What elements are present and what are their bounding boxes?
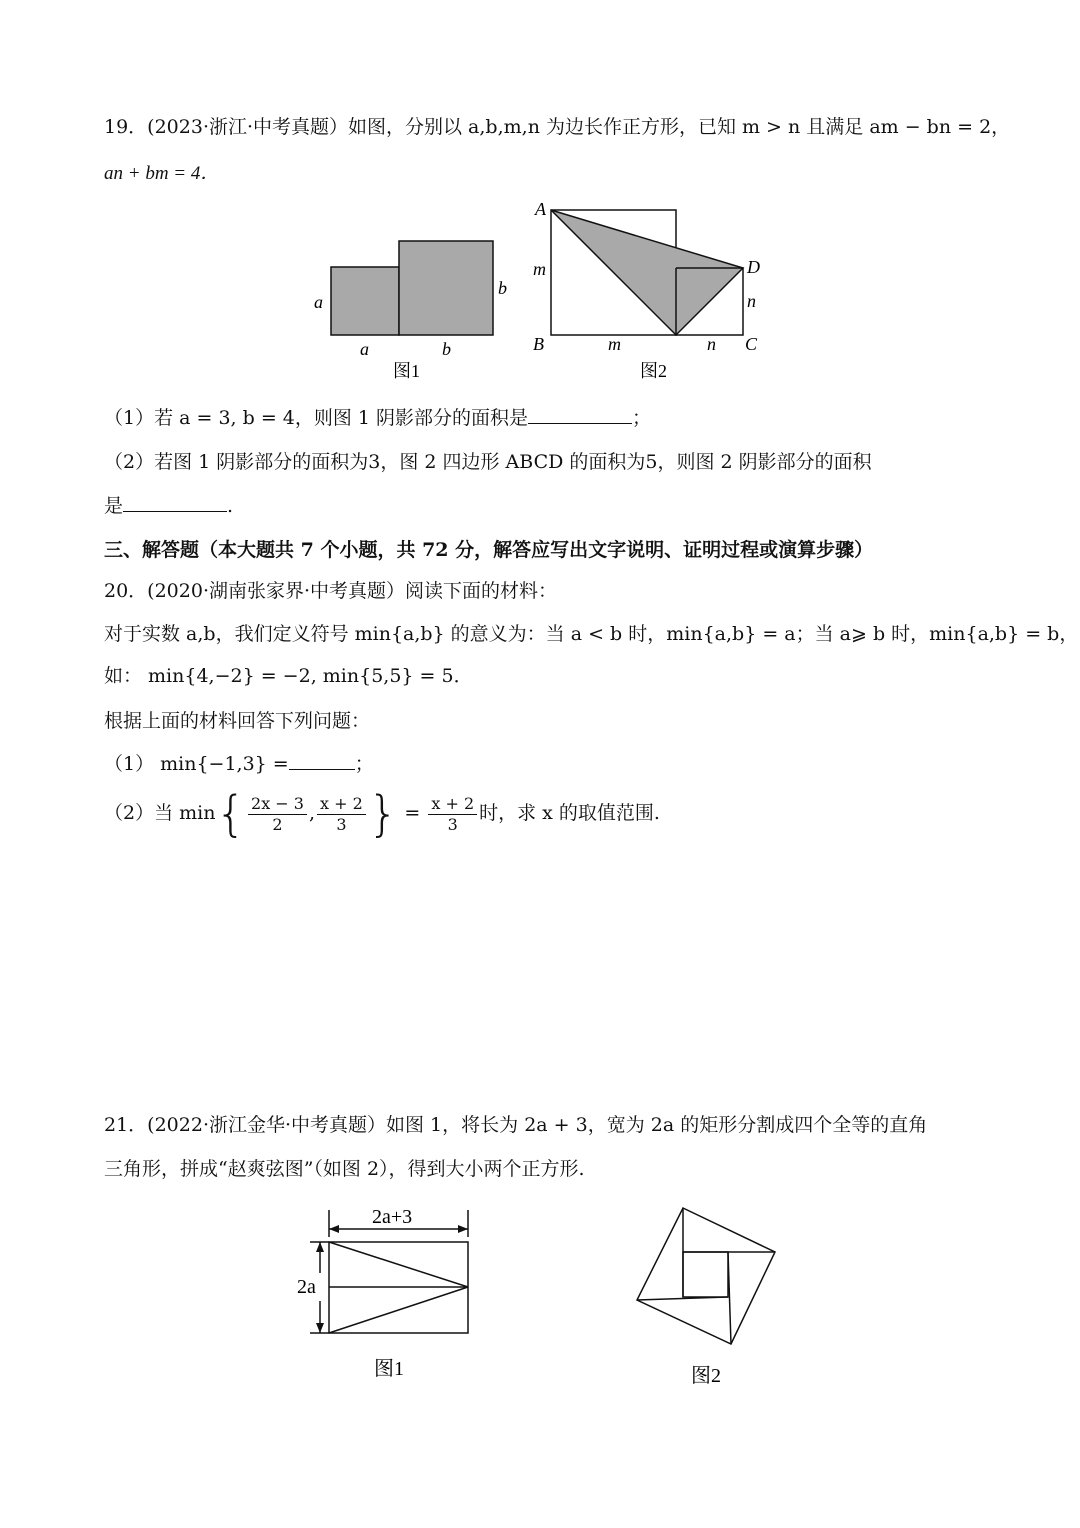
fig2-label-D: D <box>747 257 760 277</box>
fig2-label-m-bottom: m <box>608 334 621 354</box>
q19-part2b: 是 . <box>104 495 234 517</box>
q20-part2: （2）当 min{ $\frac{2x - 3}{2}$ , $\frac{x + 2}{3}$ } = $\frac{x + 2}{3}$ 时，求 x 的取值范围. <box>104 786 660 842</box>
q21-figure1 <box>292 1205 492 1395</box>
fig1-caption: 图1 <box>393 361 420 381</box>
q20-line1: 20．(2020·湖南张家界·中考真题）阅读下面的材料： <box>104 580 558 602</box>
answer-blank[interactable] <box>289 751 355 770</box>
outer-square <box>637 1208 775 1344</box>
answer-blank[interactable] <box>528 405 632 424</box>
answer-blank[interactable] <box>123 493 227 512</box>
fig2-label-B: B <box>533 334 544 354</box>
fig2-caption: 图2 <box>640 361 667 381</box>
fig2-label-A: A <box>535 199 546 219</box>
q20-line2: 对于实数 a,b，我们定义符号 min{a,b} 的意义为：当 a < b 时，min{a,b} = a；当 a⩾ b 时，min{a,b} = b， <box>104 623 1079 645</box>
q21-line2: 三角形，拼成“赵爽弦图”（如图 2），得到大小两个正方形. <box>104 1158 585 1180</box>
dim-top-label: 2a+3 <box>372 1206 413 1228</box>
dim-side-label: 2a <box>297 1276 316 1298</box>
square-b <box>399 241 493 335</box>
fig2-label-C: C <box>745 334 758 354</box>
fraction: $\frac{2x - 3}{2}$ <box>248 794 307 835</box>
q20-part1: （1） min{−1,3} = ； <box>104 753 374 775</box>
fraction: $\frac{x + 2}{3}$ <box>428 794 477 835</box>
q21-figure2 <box>625 1200 795 1400</box>
q20-line3: 如： min{4,−2} = −2, min{5,5} = 5． <box>104 665 473 687</box>
q20-line4: 根据上面的材料回答下列问题： <box>104 710 371 732</box>
fig2-label-n-bottom: n <box>707 334 716 354</box>
fig1-label-b-side: b <box>498 278 507 298</box>
shaded-region <box>551 210 743 335</box>
fig1-label-b-bottom: b <box>442 339 451 359</box>
q21-fig2-caption: 图2 <box>691 1365 721 1387</box>
section-header: 三、解答题（本大题共 7 个小题，共 72 分，解答应写出文字说明、证明过程或演算步骤） <box>104 539 874 561</box>
q21-fig1-caption: 图1 <box>374 1358 404 1380</box>
fig1-label-a-side: a <box>314 292 323 312</box>
q19-part2: （2）若图 1 阴影部分的面积为3，图 2 四边形 ABCD 的面积为5，则图 2 阴影部分的面积 <box>104 451 872 473</box>
q19-part1: （1）若 a = 3, b = 4，则图 1 阴影部分的面积是 ； <box>104 407 652 429</box>
inner-square <box>683 1252 728 1297</box>
fig2-label-m-side: m <box>533 259 546 279</box>
q19-figure1 <box>300 230 520 385</box>
fig2-label-n-side: n <box>747 291 756 311</box>
square-a <box>331 267 399 335</box>
q19-figure2 <box>525 195 775 385</box>
fraction: $\frac{x + 2}{3}$ <box>317 794 366 835</box>
q21-line1: 21．(2022·浙江金华·中考真题）如图 1，将长为 2a + 3，宽为 2a 的矩形分割成四个全等的直角 <box>104 1114 928 1136</box>
fig1-label-a-bottom: a <box>360 339 369 359</box>
q19-line2: an + bm = 4． <box>104 163 220 184</box>
q19-line1: 19．(2023·浙江·中考真题）如图，分别以 a,b,m,n 为边长作正方形，已知 m > n 且满足 am − bn = 2， <box>104 116 1011 138</box>
